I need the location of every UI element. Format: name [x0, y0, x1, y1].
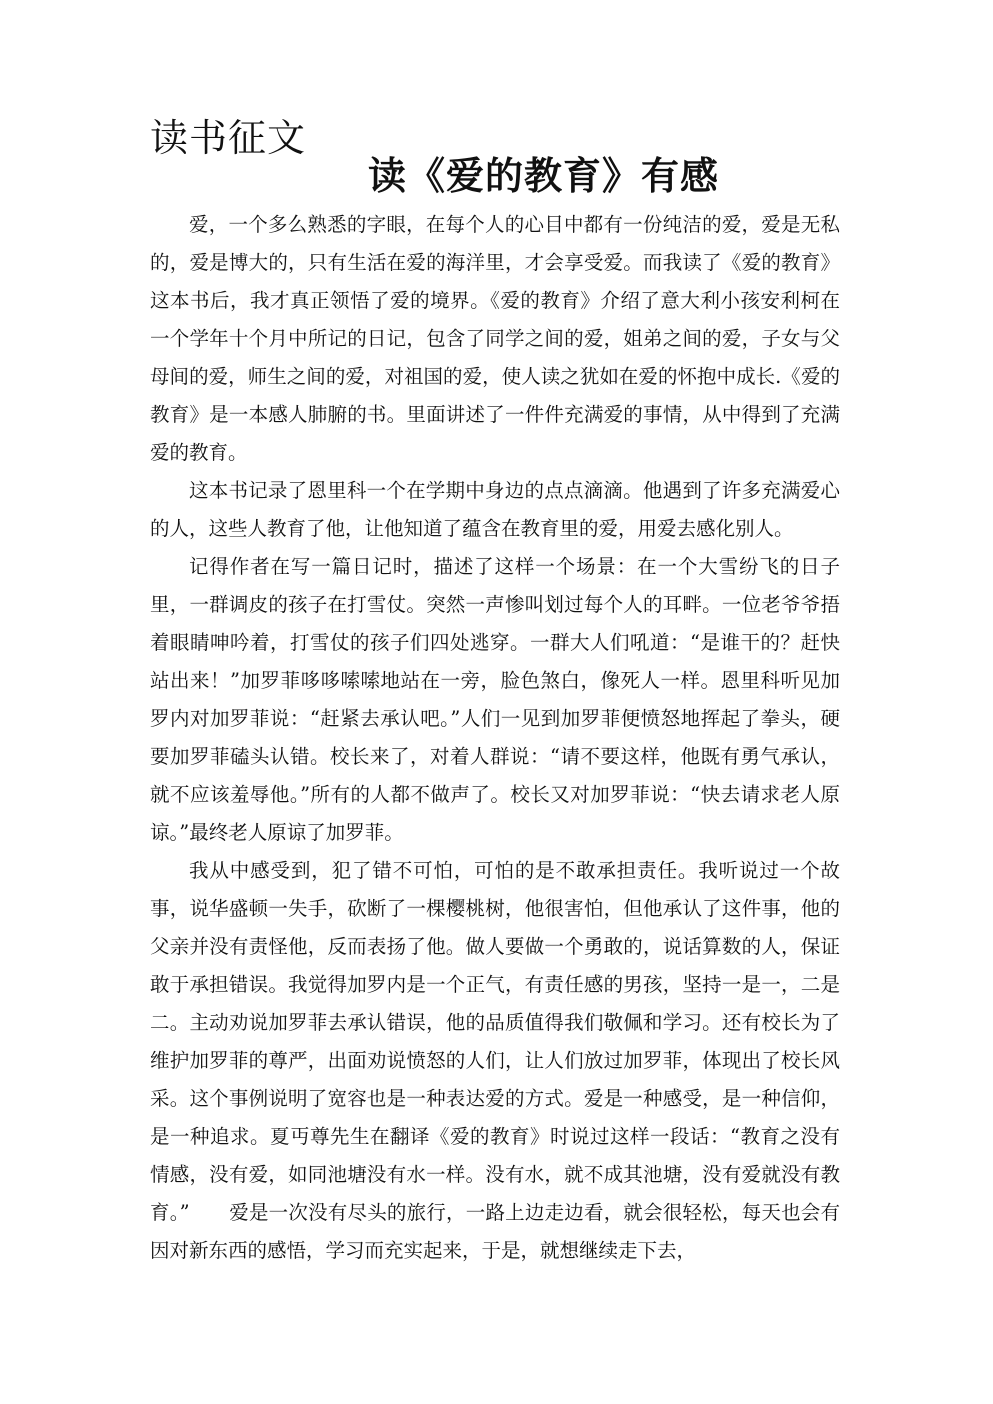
- paragraph-2: 这本书记录了恩里科一个在学期中身边的点点滴滴。他遇到了许多充满爱心的人，这些人教育了他，让他知道了蕴含在教育里的爱，用爱去感化别人。: [150, 479, 840, 540]
- essay-body: [150, 206, 840, 1270]
- paragraph-4: 我从中感受到，犯了错不可怕，可怕的是不敢承担责任。我听说过一个故事，说华盛顿一失手，砍断了一棵樱桃树，他很害怕，但他承认了这件事，他的父亲并没有责怪他，反而表扬了他。做人要做一个勇敢的，说话算数的人，保证敢于承担错误。我觉得加罗内是一个正气，有责任感的男孩，坚持一是一，二是二。主动劝说加罗菲去承认错误，他的品质值得我们敬佩和学习。还有校长为了维护加罗菲的尊严，出面劝说愤怒的人们，让人们放过加罗菲，体现出了校长风采。这个事例说明了宽容也是一种表达爱的方式。爱是一种感受，是一种信仰，是一种追求。夏丏尊先生在翻译《爱的教育》时说过这样一段话：“教育之没有情感，没有爱，如同池塘没有水一样。没有水，就不成其池塘，没有爱就没有教育。” 爱是一次没有尽头的旅行，一路上边走边看，就会很轻松，每天也会有因对新东西的感悟，学习而充实起来，于是，就想继续走下去，: [150, 859, 840, 1262]
- essay-title: 读《爱的教育》有感: [368, 153, 720, 198]
- section-label: 读书征文: [150, 116, 307, 160]
- paragraph-1: 爱，一个多么熟悉的字眼，在每个人的心目中都有一份纯洁的爱，爱是无私的，爱是博大的，只有生活在爱的海洋里，才会享受爱。而我读了《爱的教育》这本书后，我才真正领悟了爱的境界。《爱的教育》介绍了意大利小孩安利柯在一个学年十个月中所记的日记，包含了同学之间的爱，姐弟之间的爱，子女与父母间的爱，师生之间的爱，对祖国的爱，使人读之犹如在爱的怀抱中成长.《爱的教育》是一本感人肺腑的书。里面讲述了一件件充满爱的事情，从中得到了充满爱的教育。: [150, 213, 840, 464]
- paragraph-3: 记得作者在写一篇日记时，描述了这样一个场景：在一个大雪纷飞的日子里，一群调皮的孩子在打雪仗。突然一声惨叫划过每个人的耳畔。一位老爷爷捂着眼睛呻吟着，打雪仗的孩子们四处逃穿。一群大人们吼道：“是谁干的？赶快站出来！”加罗菲哆哆嗦嗦地站在一旁，脸色煞白，像死人一样。恩里科听见加罗内对加罗菲说：“赶紧去承认吧。”人们一见到加罗菲便愤怒地挥起了拳头，硬要加罗菲磕头认错。校长来了，对着人群说：“请不要这样，他既有勇气承认，就不应该羞辱他。”所有的人都不做声了。校长又对加罗菲说：“快去请求老人原谅。”最终老人原谅了加罗菲。: [150, 555, 840, 844]
